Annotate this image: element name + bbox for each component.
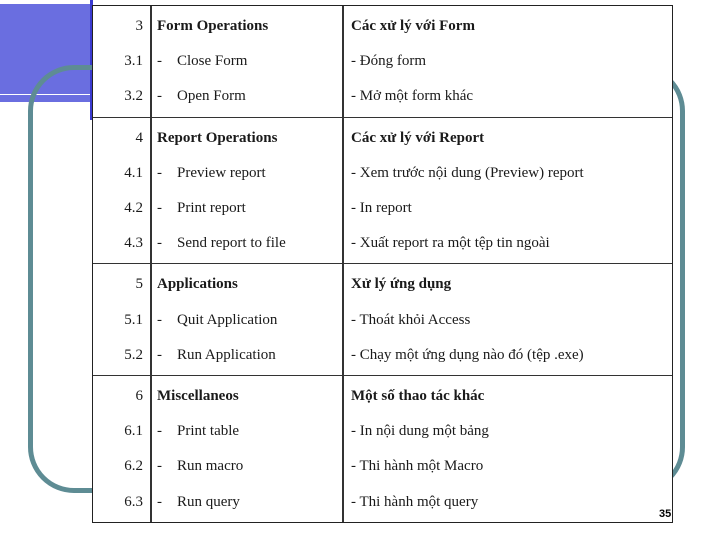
action-name-vn: - Thoát khỏi Access xyxy=(351,311,471,328)
row-number: 4 xyxy=(135,129,143,146)
row-number: 3.1 xyxy=(124,53,143,70)
list-dash: - xyxy=(157,311,162,328)
action-name-en xyxy=(157,305,277,335)
action-name-en xyxy=(157,81,246,111)
list-dash: - xyxy=(157,346,162,363)
action-name-vn: - Thi hành một query xyxy=(351,493,479,510)
row-number: 5.1 xyxy=(124,311,143,328)
table-row xyxy=(93,305,672,335)
table-row xyxy=(93,487,672,517)
list-dash: - xyxy=(157,53,162,70)
action-name-en xyxy=(157,340,276,370)
list-dash: - xyxy=(157,199,162,216)
row-number: 6 xyxy=(135,388,143,404)
table-group xyxy=(93,376,672,523)
table-group xyxy=(93,118,672,265)
action-label-en: Send report to file xyxy=(177,235,286,252)
row-number: 5 xyxy=(135,276,143,293)
action-name-en: Miscellaneos xyxy=(157,388,239,404)
action-label-en: Print report xyxy=(177,199,246,216)
table-group xyxy=(93,264,672,376)
table-row xyxy=(93,228,672,258)
group-header-row xyxy=(93,11,672,41)
action-label-en: Quit Application xyxy=(177,311,278,328)
row-number: 4.2 xyxy=(124,199,143,216)
table-row xyxy=(93,81,672,111)
action-name-en xyxy=(157,228,286,258)
table-row xyxy=(93,340,672,370)
row-number: 3 xyxy=(135,18,143,34)
table-row xyxy=(93,46,672,76)
table-row xyxy=(93,451,672,481)
table-row xyxy=(93,416,672,446)
list-dash: - xyxy=(157,235,162,252)
action-label-en: Open Form xyxy=(177,88,246,105)
action-label-en: Run macro xyxy=(177,458,244,475)
table-row xyxy=(93,158,672,188)
group-header-row xyxy=(93,123,672,153)
action-name-vn: Xử lý ứng dụng xyxy=(351,276,452,293)
list-dash: - xyxy=(157,423,162,440)
action-label-en: Run query xyxy=(177,493,240,510)
action-name-vn: - Mở một form khác xyxy=(351,88,474,105)
action-label-en: Run Application xyxy=(177,346,276,363)
action-name-en xyxy=(157,416,239,446)
action-name-en xyxy=(157,193,246,223)
list-dash: - xyxy=(157,164,162,181)
group-header-row xyxy=(93,381,672,411)
table-row xyxy=(93,193,672,223)
action-name-vn: - Đóng form xyxy=(351,53,426,70)
row-number: 4.3 xyxy=(124,235,143,252)
macro-actions-table xyxy=(92,5,673,523)
action-name-vn: - Xem trước nội dung (Preview) report xyxy=(351,164,584,181)
action-name-vn: - Xuất report ra một tệp tin ngoài xyxy=(351,235,550,252)
action-name-vn: - Chạy một ứng dụng nào đó (tệp .exe) xyxy=(351,346,584,363)
table-group xyxy=(93,6,672,118)
action-name-vn: - In report xyxy=(351,199,412,216)
row-number: 4.1 xyxy=(124,164,143,181)
row-number: 3.2 xyxy=(124,88,143,105)
action-name-en xyxy=(157,46,247,76)
list-dash: - xyxy=(157,88,162,105)
action-name-vn: - Thi hành một Macro xyxy=(351,458,484,475)
action-name-vn: Các xử lý với Form xyxy=(351,18,475,34)
action-name-vn: Các xử lý với Report xyxy=(351,129,485,146)
action-label-en: Print table xyxy=(177,423,240,440)
action-name-en xyxy=(157,158,266,188)
action-name-en: Form Operations xyxy=(157,18,269,34)
page-number: 35 xyxy=(659,508,672,520)
action-name-vn: - In nội dung một bảng xyxy=(351,423,489,440)
row-number: 6.1 xyxy=(124,423,143,440)
row-number: 5.2 xyxy=(124,346,143,363)
row-number: 6.3 xyxy=(124,493,143,510)
group-header-row xyxy=(93,269,672,299)
action-label-en: Preview report xyxy=(177,164,266,181)
list-dash: - xyxy=(157,458,162,475)
action-name-en: Report Operations xyxy=(157,129,278,146)
action-name-en xyxy=(157,451,243,481)
action-label-en: Close Form xyxy=(177,53,248,70)
action-name-en xyxy=(157,487,240,517)
action-name-en: Applications xyxy=(157,276,238,293)
row-number: 6.2 xyxy=(124,458,143,475)
list-dash: - xyxy=(157,493,162,510)
action-name-vn: Một số thao tác khác xyxy=(351,388,485,404)
